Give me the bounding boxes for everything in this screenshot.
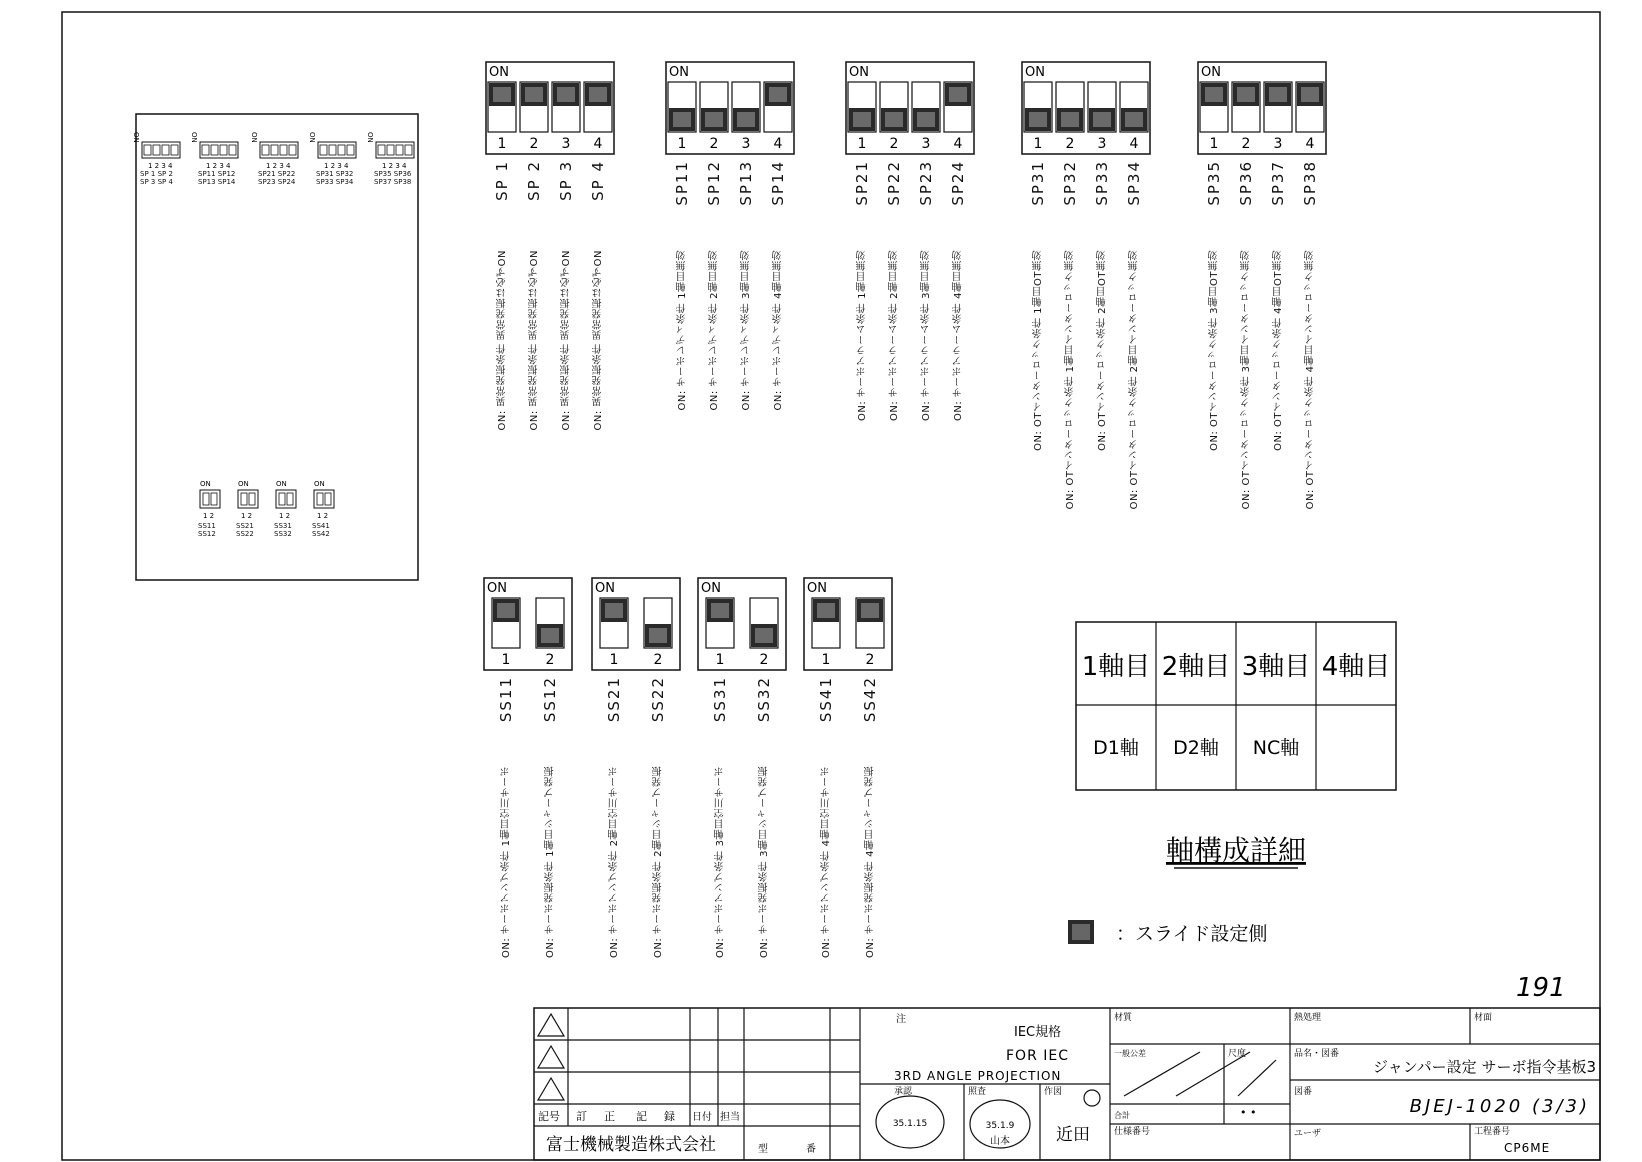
part-name: ジャンパー設定 サーボ指令基板3 — [1373, 1058, 1596, 1076]
treatment-label: 熱処理 — [1294, 1013, 1322, 1023]
page-mark: 191 — [1516, 973, 1566, 1003]
switch-note-sp21: ON: サーボアラーム条件 1軸目無効 — [857, 250, 868, 421]
iec-for: FOR IEC — [1006, 1048, 1069, 1064]
seal-label: 型 — [758, 1144, 768, 1155]
bottom-group-3-on-label: ON — [701, 581, 721, 596]
switch-note-sp24: ON: サーボアラーム条件 4軸目無効 — [953, 250, 964, 421]
switch-label-ss22: SS22 — [649, 676, 667, 723]
switch-note-sp23: ON: サーボアラーム条件 3軸目無効 — [921, 250, 932, 421]
top-group-2-pos-4: 4 — [773, 136, 783, 152]
bottom-group-4-pos-1: 1 — [821, 652, 831, 668]
bottom-group-2-pos-2: 2 — [653, 652, 663, 668]
switch-note-ss32: ON: サーボ発振条件 3軸目シャープ発振 — [759, 766, 770, 958]
board-bottom-labels-2: SS21 SS22 — [236, 522, 254, 538]
switch-label-ss11: SS11 — [497, 676, 515, 723]
board-bottom-pos-3: 1 2 — [279, 512, 291, 520]
user-label: ユーザ — [1294, 1129, 1322, 1139]
top-group-3-pos-4: 4 — [953, 136, 963, 152]
top-group-2 — [666, 62, 794, 154]
board-top-on-1: ON — [132, 132, 140, 143]
axis-value-2: D2軸 — [1173, 737, 1219, 759]
switch-note-sp34: ON: OTインターロック条件 2軸目インターロック無効 — [1129, 250, 1140, 510]
board-top-labels-2: SP11 SP12 SP13 SP14 — [198, 170, 236, 186]
board-top-labels-1: SP 1 SP 2 SP 3 SP 4 — [140, 170, 173, 186]
bottom-group-4-on-label: ON — [807, 581, 827, 596]
top-dip-switches — [486, 62, 1326, 154]
top-group-4-on-label: ON — [1025, 65, 1045, 80]
switch-label-sp24: SP24 — [949, 160, 967, 206]
draw-label: 作図 — [1044, 1087, 1063, 1097]
switch-note-ss42: ON: サーボ発振条件 4軸目シャープ発振 — [865, 766, 876, 958]
approve-label: 承認 — [894, 1087, 913, 1097]
axis-table — [1076, 622, 1396, 790]
board-bottom-pos-2: 1 2 — [241, 512, 253, 520]
switch-note-sp2: ON: 異常発振条件 異常発振は必ずON — [529, 250, 540, 431]
top-group-3-pos-1: 1 — [857, 136, 867, 152]
bottom-dip-switches — [484, 578, 892, 670]
top-group-1-pos-3: 3 — [561, 136, 571, 152]
prod-number: CP6ME — [1504, 1141, 1551, 1155]
board-top-on-2: ON — [190, 132, 198, 143]
top-group-4 — [1022, 62, 1150, 154]
switch-note-ss31: ON: サーボアンプ条件 3軸目空川サーボ — [715, 766, 726, 958]
board-top-pos-1: 1 2 3 4 — [148, 162, 173, 170]
note-label: 注 — [896, 1014, 906, 1025]
switch-label-ss31: SS31 — [711, 676, 729, 723]
board-top-on-5: ON — [366, 132, 374, 143]
top-group-3-on-label: ON — [849, 65, 869, 80]
switch-label-sp33: SP33 — [1093, 160, 1111, 206]
switch-label-sp21: SP21 — [853, 160, 871, 206]
board-top-switch-3 — [260, 142, 298, 158]
top-group-1-pos-4: 4 — [593, 136, 603, 152]
board-top-switch-4 — [318, 142, 356, 158]
board-top-on-4: ON — [308, 132, 316, 143]
board-bottom-pos-1: 1 2 — [203, 512, 215, 520]
board-bottom-on-2: ON — [238, 480, 249, 488]
board-bottom-labels-4: SS41 SS42 — [312, 522, 330, 538]
switch-note-ss12: ON: サーボ発振条件 1軸目シャープ発振 — [545, 766, 556, 958]
bottom-group-3-pos-2: 2 — [759, 652, 769, 668]
drawing-number: BJEJ-1020 (3/3) — [1409, 1096, 1590, 1117]
bottom-group-3-pos-1: 1 — [715, 652, 725, 668]
top-group-5-pos-2: 2 — [1241, 136, 1251, 152]
check-label: 照査 — [968, 1087, 987, 1097]
axis-header-4: 4軸目 — [1321, 652, 1391, 682]
top-group-5 — [1198, 62, 1326, 154]
switch-label-sp14: SP14 — [769, 160, 787, 206]
board-bottom-on-3: ON — [276, 480, 287, 488]
switch-note-sp37: ON: OTインターロック条件 4軸目OT無効 — [1273, 250, 1284, 451]
board-bottom-labels-3: SS31 SS32 — [274, 522, 292, 538]
prod-label: 工程番号 — [1474, 1127, 1511, 1137]
board-bottom-switches — [200, 480, 334, 520]
board-bottom-labels-1: SS11 SS12 — [198, 522, 216, 538]
board-top-labels-5: SP35 SP36 SP37 SP38 — [374, 170, 412, 186]
board-bottom-pos-4: 1 2 — [317, 512, 329, 520]
board-top-switch-2 — [200, 142, 238, 158]
rev-label-4: 録 — [664, 1110, 675, 1123]
rev-label-3: 記 — [636, 1110, 647, 1123]
bottom-group-1 — [484, 578, 572, 670]
axis-header-1: 1軸目 — [1081, 652, 1151, 682]
switch-note-ss21: ON: サーボアンプ条件 2軸目空川サーボ — [609, 766, 620, 958]
bottom-group-1-pos-2: 2 — [545, 652, 555, 668]
bottom-group-1-pos-1: 1 — [501, 652, 511, 668]
seal-label-2: 番 — [806, 1144, 816, 1155]
switch-label-ss21: SS21 — [605, 676, 623, 723]
bottom-group-4-pos-2: 2 — [865, 652, 875, 668]
approve-stamp-date: 35.1.15 — [892, 1119, 928, 1129]
top-group-1-on-label: ON — [489, 65, 509, 80]
switch-label-sp23: SP23 — [917, 160, 935, 206]
rev-label-date: 日付 — [692, 1112, 712, 1123]
board-top-switches — [132, 132, 414, 170]
bottom-group-2-pos-1: 1 — [609, 652, 619, 668]
material-label: 材質 — [1114, 1013, 1133, 1023]
surface-label: 材面 — [1474, 1013, 1493, 1023]
switch-note-sp1: ON: 異常発振条件 異常発振は必ずON — [497, 250, 508, 431]
rev-label-no: 記号 — [538, 1110, 560, 1123]
switch-label-sp31: SP31 — [1029, 160, 1047, 206]
switch-label-sp13: SP13 — [737, 160, 755, 206]
board-top-labels-3: SP21 SP22 SP23 SP24 — [258, 170, 296, 186]
switch-label-sp1: SP 1 — [493, 160, 511, 201]
order-label: 仕様番号 — [1114, 1127, 1151, 1137]
company-name: 富士機械製造株式会社 — [546, 1135, 716, 1155]
switch-note-sp33: ON: OTインターロック条件 2軸目OT無効 — [1097, 250, 1108, 451]
switch-label-ss41: SS41 — [817, 676, 835, 723]
switch-label-ss32: SS32 — [755, 676, 773, 723]
top-group-1-pos-2: 2 — [529, 136, 539, 152]
switch-note-ss11: ON: サーボアンプ条件 1軸目空川サーボ — [501, 766, 512, 958]
board-top-on-3: ON — [250, 132, 258, 143]
switch-note-ss41: ON: サーボアンプ条件 4軸目空川サーボ — [821, 766, 832, 958]
top-group-5-pos-1: 1 — [1209, 136, 1219, 152]
switch-label-sp4: SP 4 — [589, 160, 607, 201]
top-group-4-pos-2: 2 — [1065, 136, 1075, 152]
projection-text: 3RD ANGLE PROJECTION — [894, 1069, 1062, 1083]
switch-label-ss12: SS12 — [541, 676, 559, 723]
top-group-2-pos-1: 1 — [677, 136, 687, 152]
check-stamp-name: 山本 — [990, 1136, 1010, 1147]
switch-note-sp38: ON: OTインターロック条件 4軸目インターロック無効 — [1305, 250, 1316, 510]
check-stamp-date: 35.1.9 — [985, 1121, 1015, 1131]
board-top-pos-2: 1 2 3 4 — [206, 162, 231, 170]
top-group-5-pos-3: 3 — [1273, 136, 1283, 152]
top-group-3 — [846, 62, 974, 154]
bottom-group-1-on-label: ON — [487, 581, 507, 596]
drawing-label: 図番 — [1294, 1087, 1313, 1097]
switch-label-sp38: SP38 — [1301, 160, 1319, 206]
switch-label-sp3: SP 3 — [557, 160, 575, 201]
slide-setting-legend: ：スライド設定側 — [1116, 923, 1268, 945]
switch-note-sp35: ON: OTインターロック条件 3軸目OT無効 — [1209, 250, 1220, 451]
top-group-2-pos-3: 3 — [741, 136, 751, 152]
switch-note-sp13: ON: サーボレディ条件 3軸目無効 — [741, 250, 752, 411]
board-bottom-on-4: ON — [314, 480, 325, 488]
board-top-switch-5 — [376, 142, 414, 158]
bottom-group-3 — [698, 578, 786, 670]
tolerance-label: 一般公差 — [1114, 1049, 1146, 1058]
top-group-3-pos-3: 3 — [921, 136, 931, 152]
iec-standard: IEC規格 — [1014, 1025, 1062, 1040]
board-top-pos-4: 1 2 3 4 — [324, 162, 349, 170]
bottom-group-2 — [592, 578, 680, 670]
switch-note-sp36: ON: OTインターロック条件 3軸目インターロック無効 — [1241, 250, 1252, 510]
switch-note-sp12: ON: サーボレディ条件 2軸目無効 — [709, 250, 720, 411]
top-group-4-pos-1: 1 — [1033, 136, 1043, 152]
dots-mark: • • — [1240, 1106, 1257, 1119]
axis-value-3: NC軸 — [1252, 737, 1300, 759]
board-top-pos-3: 1 2 3 4 — [266, 162, 291, 170]
switch-label-sp22: SP22 — [885, 160, 903, 206]
axis-config-title: 軸構成詳細 — [1165, 834, 1307, 867]
top-group-3-pos-2: 2 — [889, 136, 899, 152]
top-group-1 — [486, 62, 614, 154]
switch-label-sp34: SP34 — [1125, 160, 1143, 206]
scale-label: 尺度 — [1228, 1049, 1247, 1059]
switch-label-sp2: SP 2 — [525, 160, 543, 201]
rev-label-charge: 担当 — [720, 1112, 740, 1123]
board-top-switch-1 — [142, 142, 180, 158]
switch-label-ss42: SS42 — [861, 676, 879, 723]
switch-label-sp11: SP11 — [673, 160, 691, 206]
switch-label-sp32: SP32 — [1061, 160, 1079, 206]
top-group-2-pos-2: 2 — [709, 136, 719, 152]
total-label: 合計 — [1114, 1111, 1130, 1120]
top-group-2-on-label: ON — [669, 65, 689, 80]
switch-label-sp36: SP36 — [1237, 160, 1255, 206]
rev-label-2: 正 — [604, 1110, 615, 1123]
bottom-group-2-on-label: ON — [595, 581, 615, 596]
drafter-name: 近田 — [1056, 1125, 1090, 1145]
switch-label-sp37: SP37 — [1269, 160, 1287, 206]
board-top-labels-4: SP31 SP32 SP33 SP34 — [316, 170, 354, 186]
axis-value-1: D1軸 — [1093, 737, 1139, 759]
top-group-4-pos-4: 4 — [1129, 136, 1139, 152]
top-group-5-on-label: ON — [1201, 65, 1221, 80]
top-group-1-pos-1: 1 — [497, 136, 507, 152]
name-label: 品名・図番 — [1294, 1049, 1340, 1059]
board-bottom-on-1: ON — [200, 480, 211, 488]
rev-label-1: 訂 — [576, 1110, 587, 1123]
switch-label-sp12: SP12 — [705, 160, 723, 206]
switch-note-sp3: ON: 異常発振条件 異常発振は必ずON — [561, 250, 572, 431]
switch-note-ss22: ON: サーボ発振条件 2軸目シャープ発振 — [653, 766, 664, 958]
axis-header-3: 3軸目 — [1241, 652, 1311, 682]
switch-note-sp22: ON: サーボアラーム条件 2軸目無効 — [889, 250, 900, 421]
switch-note-sp31: ON: OTインターロック条件 1軸目OT無効 — [1033, 250, 1044, 451]
bottom-group-4 — [804, 578, 892, 670]
switch-note-sp11: ON: サーボレディ条件 1軸目無効 — [677, 250, 688, 411]
board-top-pos-5: 1 2 3 4 — [382, 162, 407, 170]
switch-note-sp32: ON: OTインターロック条件 1軸目インターロック無効 — [1065, 250, 1076, 510]
switch-label-sp35: SP35 — [1205, 160, 1223, 206]
top-group-4-pos-3: 3 — [1097, 136, 1107, 152]
switch-note-sp14: ON: サーボレディ条件 4軸目無効 — [773, 250, 784, 411]
axis-header-2: 2軸目 — [1161, 652, 1231, 682]
top-group-5-pos-4: 4 — [1305, 136, 1315, 152]
switch-note-sp4: ON: 異常発振条件 異常発振は必ずON — [593, 250, 604, 431]
